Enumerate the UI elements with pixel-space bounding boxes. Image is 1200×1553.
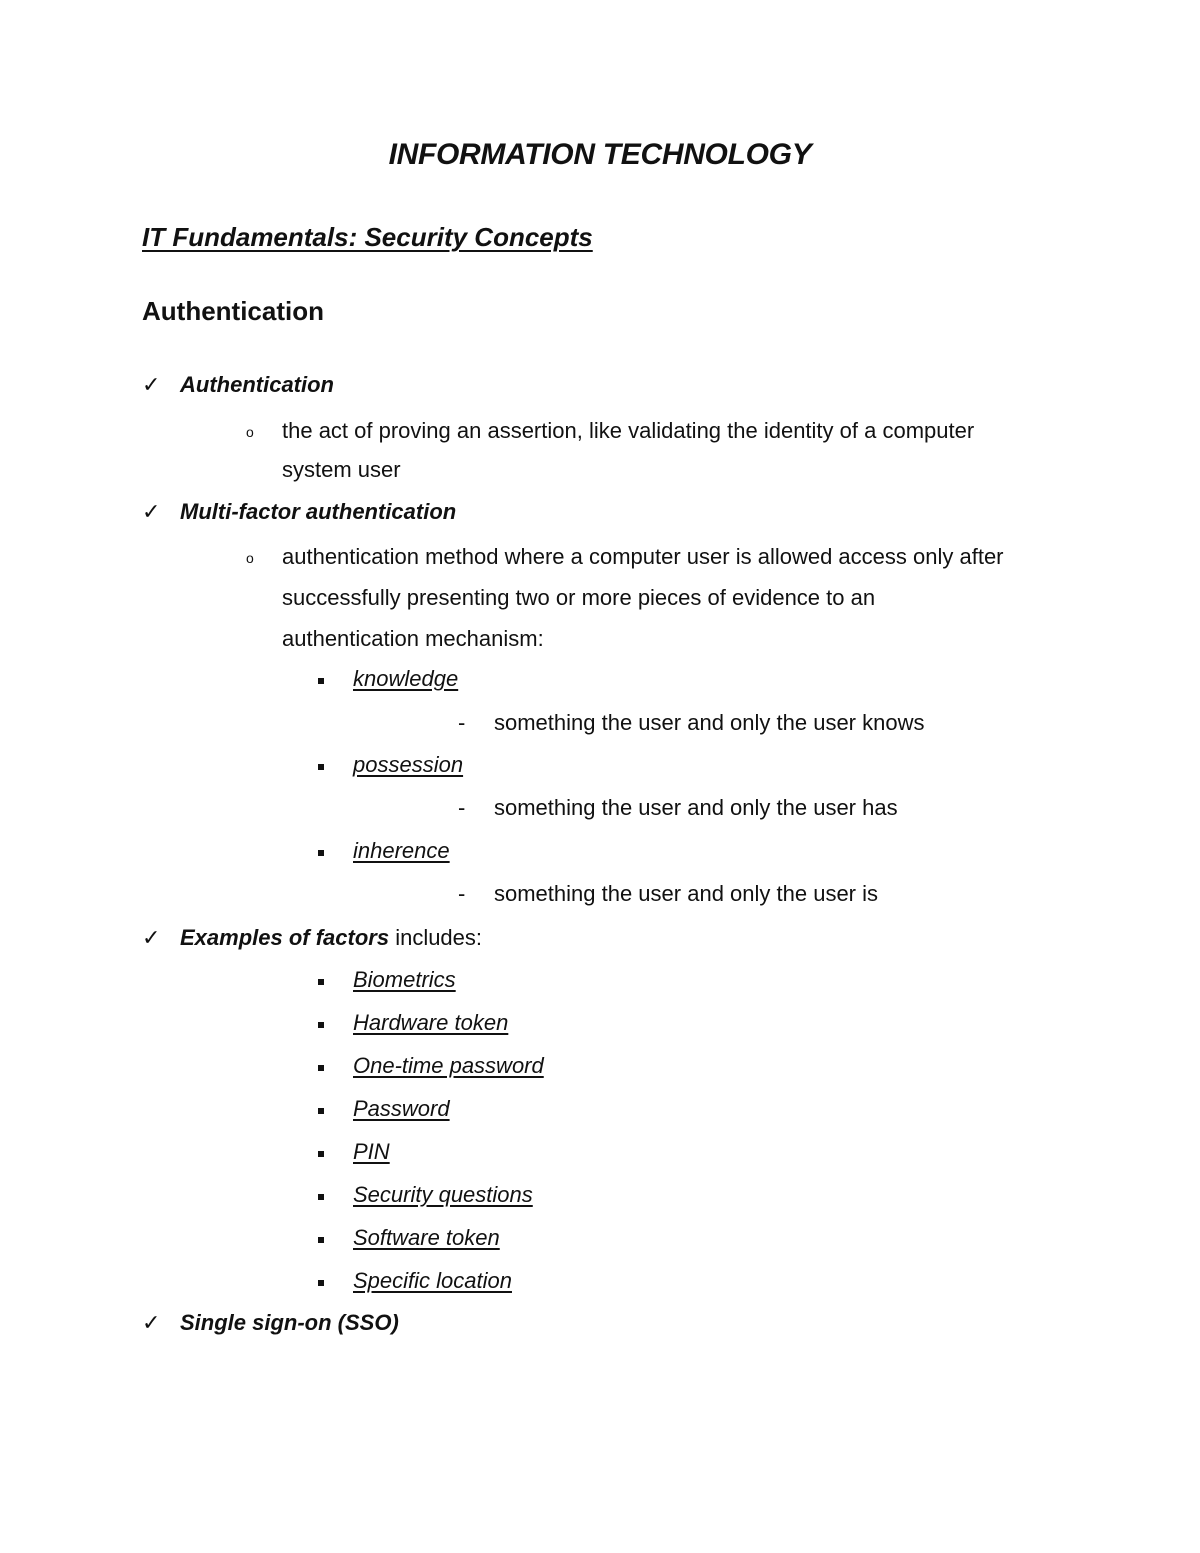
example-factor: Specific location	[353, 1268, 512, 1293]
square-bullet-icon	[318, 1151, 324, 1157]
term-single-sign-on: Single sign-on (SSO)	[180, 1310, 399, 1335]
dash-bullet-icon: -	[458, 795, 466, 820]
term-multi-factor-authentication: Multi-factor authentication	[180, 499, 457, 524]
square-bullet-icon	[318, 764, 324, 770]
square-bullet-icon	[318, 1065, 324, 1071]
square-bullet-icon	[318, 1280, 324, 1286]
square-bullet-icon	[318, 1108, 324, 1114]
circle-bullet-icon: o	[246, 424, 254, 440]
term-authentication: Authentication	[180, 372, 334, 397]
factor-meaning: something the user and only the user has	[494, 795, 898, 820]
factor-meaning: something the user and only the user is	[494, 881, 879, 906]
square-bullet-icon	[318, 979, 324, 985]
example-factor: Software token	[353, 1225, 500, 1250]
section-heading: Authentication	[142, 296, 324, 326]
square-bullet-icon	[318, 850, 324, 856]
mfa-description-line: successfully presenting two or more pieces of evidence to an	[282, 585, 876, 610]
term-examples-of-factors	[180, 925, 482, 951]
authentication-description-line: system user	[282, 457, 401, 482]
examples-term-text: Examples of factors	[180, 925, 390, 950]
square-bullet-icon	[318, 1237, 324, 1243]
document-title: INFORMATION TECHNOLOGY	[388, 138, 812, 171]
examples-suffix-text: includes:	[389, 925, 483, 950]
example-factor: Security questions	[353, 1182, 533, 1207]
mfa-description-line: authentication mechanism:	[282, 626, 544, 651]
square-bullet-icon	[318, 1194, 324, 1200]
factor-name: inherence	[353, 838, 450, 863]
checkmark-icon: ✓	[142, 925, 161, 950]
dash-bullet-icon: -	[458, 881, 466, 906]
dash-bullet-icon: -	[458, 710, 466, 735]
square-bullet-icon	[318, 1022, 324, 1028]
checkmark-icon: ✓	[142, 1310, 161, 1335]
example-factor: One-time password	[353, 1053, 544, 1078]
checkmark-icon: ✓	[142, 372, 161, 397]
example-factor: PIN	[353, 1139, 390, 1164]
factor-meaning: something the user and only the user knows	[494, 710, 925, 735]
factor-name: knowledge	[353, 666, 459, 691]
example-factor: Password	[353, 1096, 450, 1121]
example-factor: Biometrics	[353, 967, 456, 992]
authentication-description-line: the act of proving an assertion, like validating the identity of a computer	[282, 418, 975, 443]
document-subtitle: IT Fundamentals: Security Concepts	[142, 222, 593, 252]
factor-name: possession	[353, 752, 464, 777]
square-bullet-icon	[318, 678, 324, 684]
circle-bullet-icon: o	[246, 550, 254, 566]
example-factor: Hardware token	[353, 1010, 509, 1035]
mfa-description-line: authentication method where a computer user is allowed access only after	[282, 544, 1004, 569]
checkmark-icon: ✓	[142, 499, 161, 524]
